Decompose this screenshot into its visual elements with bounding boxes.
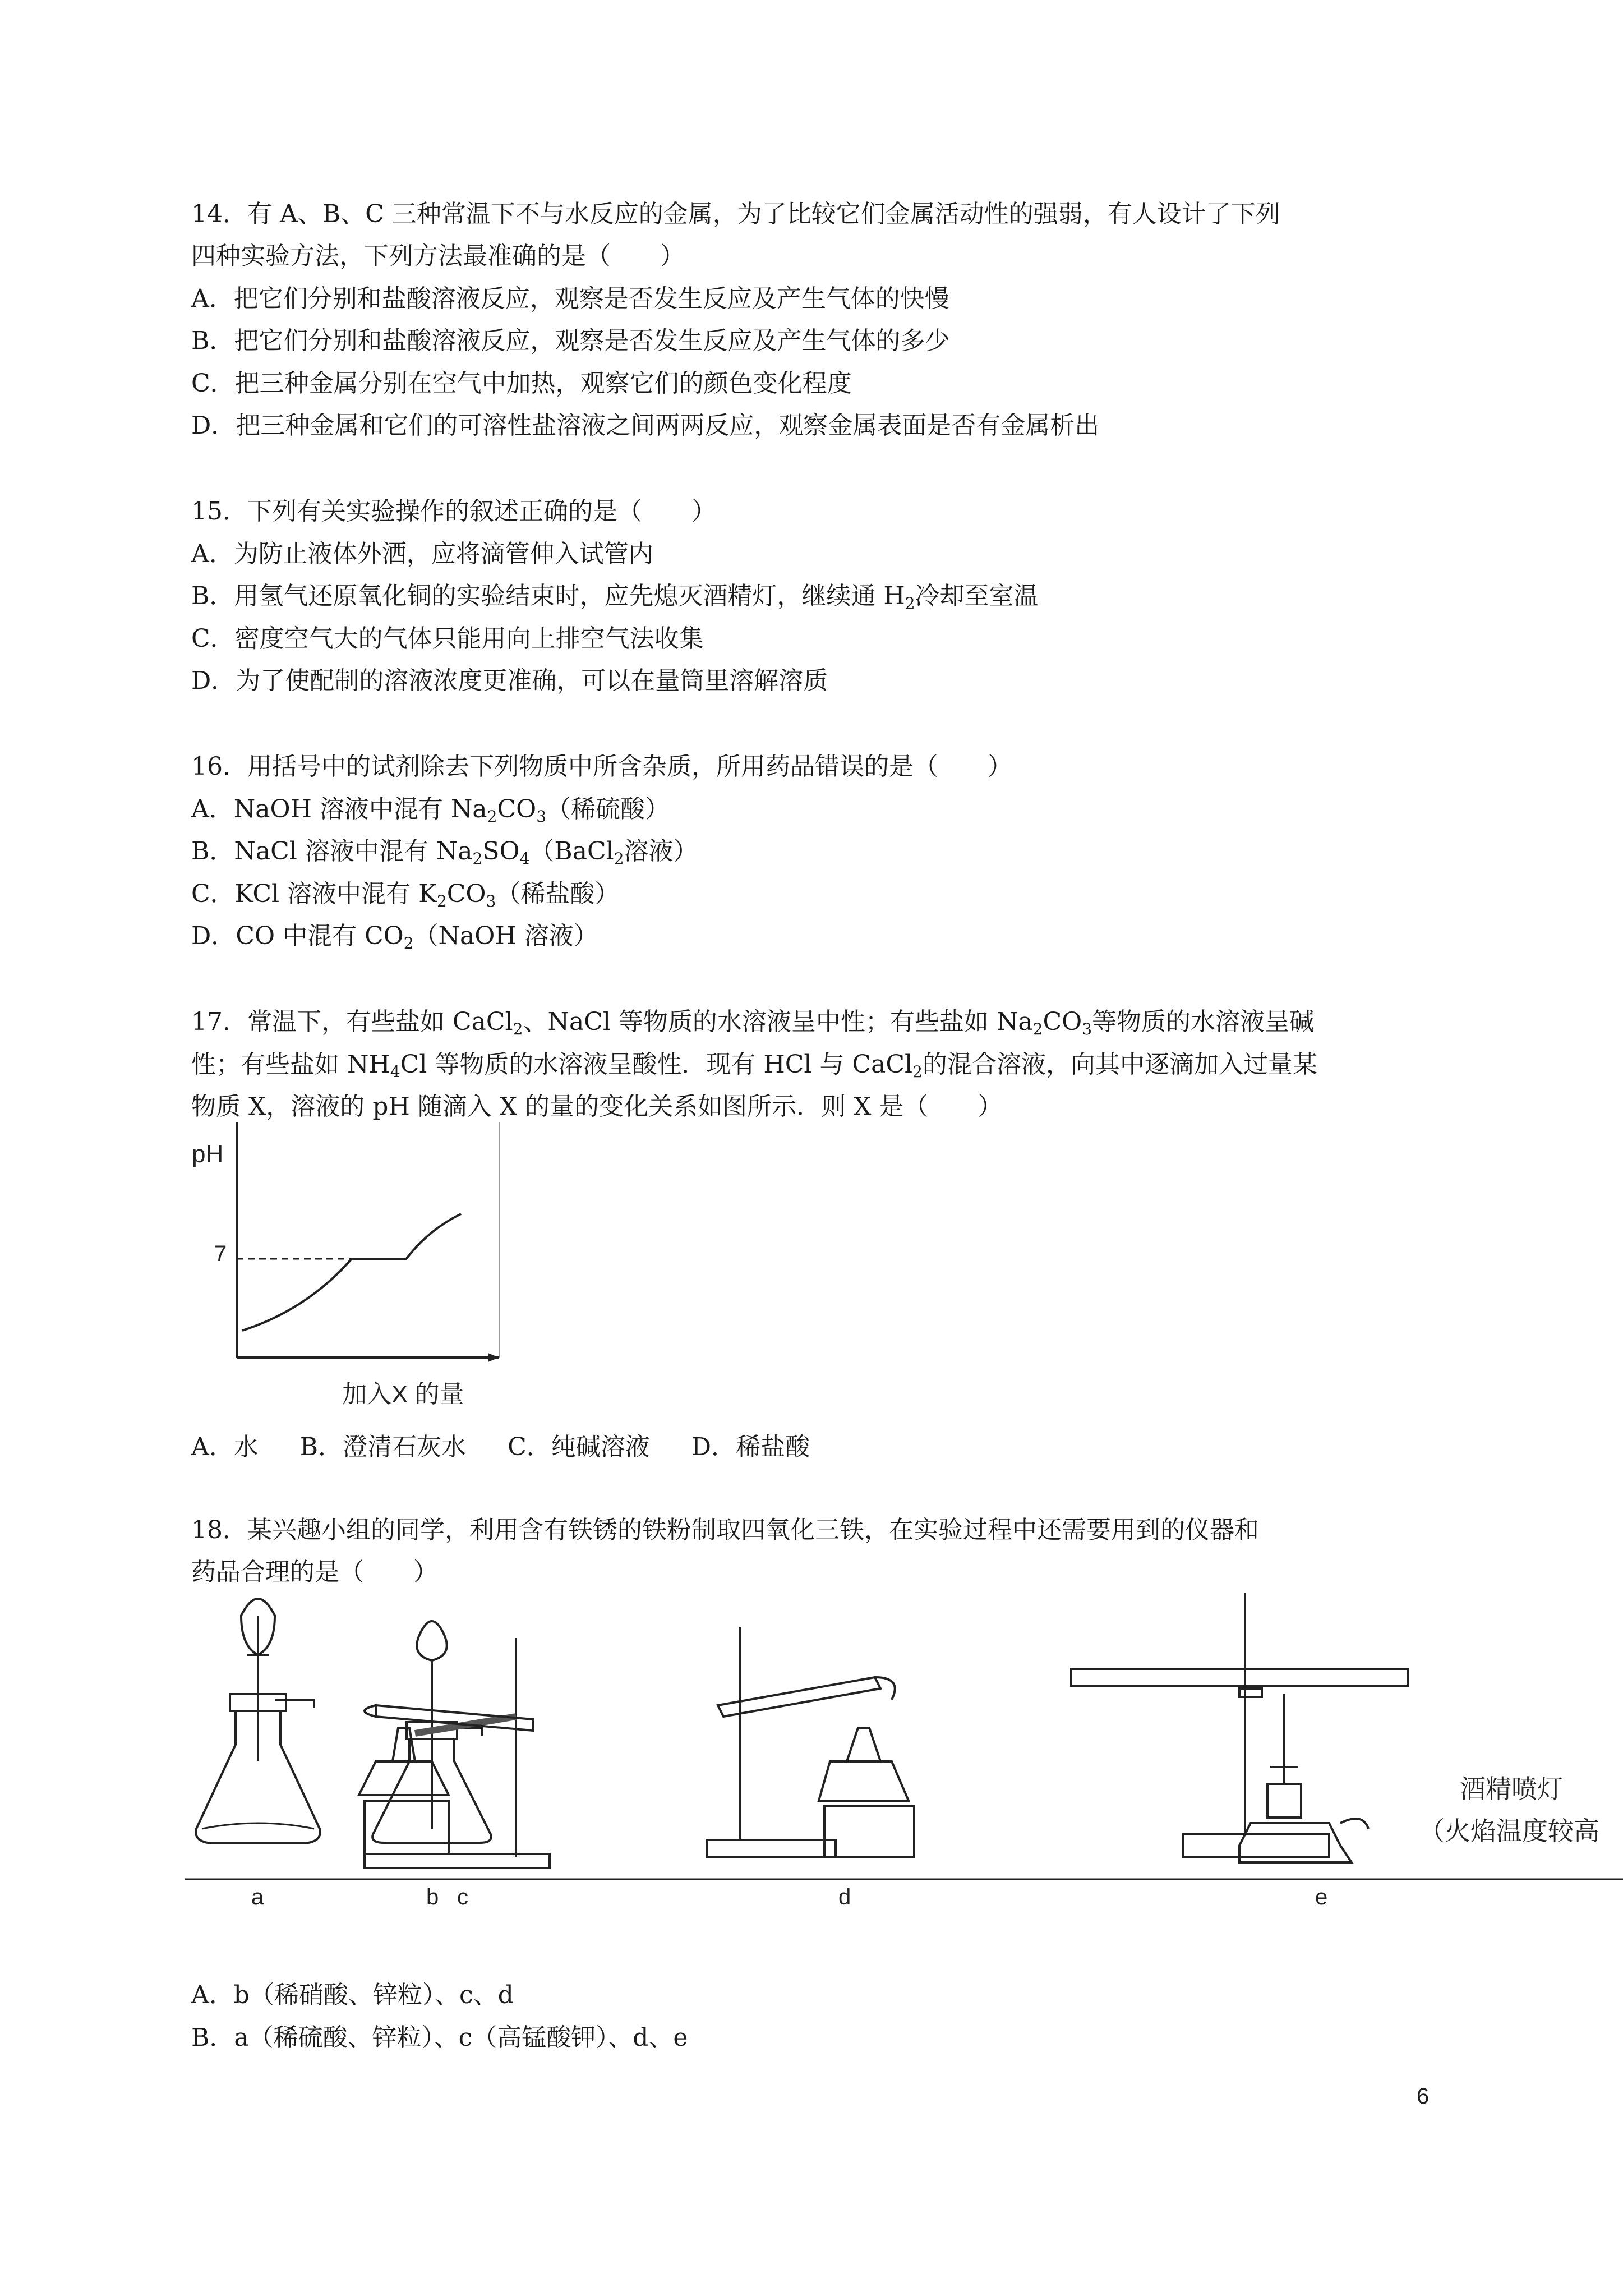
y-axis-label: pH xyxy=(192,1140,224,1168)
x-axis-label: 加入X 的量 xyxy=(342,1381,464,1408)
q15-stem: 15．下列有关实验操作的叙述正确的是（ ） xyxy=(191,497,716,526)
q17-choice-a: A．水 xyxy=(191,1433,259,1461)
label-e: e xyxy=(1315,1885,1328,1910)
q17-stem-line2: 性；有些盐如 $NH_4Cl$ 等物质的水溶液呈酸性．现有 HCl 与 CaCl$_2$的混合溶液，向其中逐滴加入过量某 xyxy=(191,1050,1317,1081)
apparatus-a xyxy=(196,1599,320,1843)
q14-stem-line1: 14．有 A、B、C 三种常温下不与水反应的金属，为了比较它们金属活动性的强弱，有人设计了下列 xyxy=(191,200,1280,228)
label-b: b xyxy=(426,1885,439,1910)
lamp-label-2: （火焰温度较高 xyxy=(1419,1816,1599,1846)
q14-option-d: D．把三种金属和它们的可溶性盐溶液之间两两反应，观察金属表面是否有金属析出 xyxy=(191,411,1100,440)
q14-option-c: C．把三种金属分别在空气中加热，观察它们的颜色变化程度 xyxy=(191,369,852,398)
q16-option-d: D．CO 中混有 $CO_2(NaOH$ 溶液） xyxy=(191,922,598,953)
q17-choice-d: D．稀盐酸 xyxy=(691,1433,810,1461)
q14-stem-line2: 四种实验方法，下列方法最准确的是（ ） xyxy=(191,242,685,270)
apparatus-e xyxy=(1071,1593,1408,1862)
q17-choice-b: B．澄清石灰水 xyxy=(299,1433,467,1461)
apparatus-figure xyxy=(185,1593,1623,1975)
q15-option-b: B．用氢气还原氧化铜的实验结束时，应先熄灭酒精灯，继续通 $H_2$冷却至室温 xyxy=(191,582,1039,613)
q14-option-a: A．把它们分别和盐酸溶液反应，观察是否发生反应及产生气体的快慢 xyxy=(191,284,949,313)
lamp-label-1: 酒精喷灯 xyxy=(1460,1774,1563,1803)
x-axis-arrow xyxy=(488,1353,499,1362)
q16-option-b: B．NaCl 溶液中混有 $Na_2SO_4(BaCl_2$溶液） xyxy=(191,837,698,868)
q15-option-a: A．为防止液体外洒，应将滴管伸入试管内 xyxy=(191,540,653,568)
q17-stem-line3: 物质 X，溶液的 pH 随滴入 X 的量的变化关系如图所示．则 X 是（ ） xyxy=(191,1092,1003,1121)
q18-stem-line1: 18．某兴趣小组的同学，利用含有铁锈的铁粉制取四氧化三铁，在实验过程中还需要用到的仪器和 xyxy=(191,1516,1259,1544)
q15-option-c: C．密度空气大的气体只能用向上排空气法收集 xyxy=(191,624,704,653)
q15-option-d: D．为了使配制的溶液浓度更准确，可以在量筒里溶解溶质 xyxy=(191,666,828,695)
page-number: 6 xyxy=(1417,2084,1430,2109)
q17-stem-line1: 17．常温下，有些盐如 CaCl$_2$、NaCl 等物质的水溶液呈中性；有些盐如 $Na_2CO_3$等物质的水溶液呈碱 xyxy=(191,1007,1315,1038)
q18-stem-line2: 药品合理的是（ ） xyxy=(191,1558,438,1586)
q16-option-c: C．KCl 溶液中混有 $K_2CO_3$（稀盐酸） xyxy=(191,880,620,910)
q16-option-a: A．NaOH 溶液中混有 $Na_2CO_3$（稀硫酸） xyxy=(191,795,670,826)
q16-stem: 16．用括号中的试剂除去下列物质中所含杂质，所用药品错误的是（ ） xyxy=(191,752,1012,781)
label-d: d xyxy=(838,1885,851,1910)
q17-choice-c: C．纯碱溶液 xyxy=(508,1433,650,1461)
ph-chart xyxy=(185,1122,510,1408)
label-a: a xyxy=(251,1885,264,1910)
label-c: c xyxy=(457,1885,468,1910)
ph-curve xyxy=(242,1214,461,1331)
apparatus-d xyxy=(707,1627,914,1857)
q17-choices xyxy=(191,1430,843,1464)
q18-option-b: B．a（稀硫酸、锌粒）、c（高锰酸钾）、d、e xyxy=(191,2023,688,2052)
q18-option-a: A．b（稀硝酸、锌粒）、c、d xyxy=(191,1981,514,2009)
y-tick-7: 7 xyxy=(214,1241,227,1266)
q14-option-b: B．把它们分别和盐酸溶液反应，观察是否发生反应及产生气体的多少 xyxy=(191,326,950,355)
